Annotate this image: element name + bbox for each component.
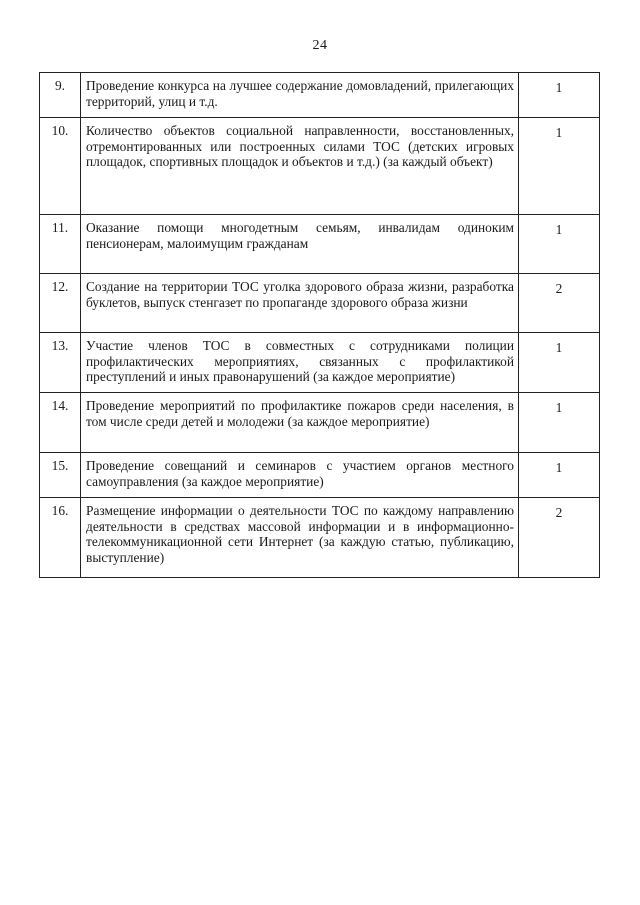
table-row [40, 393, 600, 453]
row-description: Проведение конкурса на лучшее содержание домовладений, прилегающих территорий, улиц и т.д. [81, 73, 519, 118]
row-number: 15. [40, 453, 81, 498]
row-description: Проведение совещаний и семинаров с участием органов местного самоуправления (за каждое мероприятие) [81, 453, 519, 498]
page-number: 24 [312, 38, 328, 53]
row-description: Оказание помощи многодетным семьям, инвалидам одиноким пенсионерам, малоимущим гражданам [81, 215, 519, 274]
row-description: Участие членов ТОС в совместных с сотрудниками полиции профилактических мероприятиях, связанных с профилактикой преступлений и иных правонарушений (за каждое мероприятие) [81, 333, 519, 393]
row-score: 1 [519, 453, 600, 498]
row-description: Проведение мероприятий по профилактике пожаров среди населения, в том числе среди детей и молодежи (за каждое мероприятие) [81, 393, 519, 453]
row-score: 1 [519, 118, 600, 215]
table-row [40, 118, 600, 215]
row-number: 9. [40, 73, 81, 118]
table-row [40, 215, 600, 274]
row-number: 11. [40, 215, 81, 274]
row-number: 14. [40, 393, 81, 453]
criteria-table [39, 72, 600, 578]
table-row [40, 274, 600, 333]
row-number: 10. [40, 118, 81, 215]
row-number: 16. [40, 498, 81, 578]
row-description: Количество объектов социальной направленности, восстановленных, отремонтированных или построенных силами ТОС (детских игровых площадок, спортивных площадок и объектов и т.д.) (за каждый объект) [81, 118, 519, 215]
table-row [40, 498, 600, 578]
row-score: 1 [519, 333, 600, 393]
table-row [40, 333, 600, 393]
row-description: Создание на территории ТОС уголка здорового образа жизни, разработка буклетов, выпуск стенгазет по пропаганде здорового образа жизни [81, 274, 519, 333]
row-score: 1 [519, 215, 600, 274]
row-number: 12. [40, 274, 81, 333]
row-score: 1 [519, 73, 600, 118]
row-score: 2 [519, 274, 600, 333]
row-score: 1 [519, 393, 600, 453]
row-description: Размещение информации о деятельности ТОС по каждому направлению деятельности в средствах массовой информации и в информационно-телекоммуникационной сети Интернет (за каждую статью, публикацию, выступление) [81, 498, 519, 578]
row-number: 13. [40, 333, 81, 393]
table-row [40, 453, 600, 498]
row-score: 2 [519, 498, 600, 578]
table-row [40, 73, 600, 118]
